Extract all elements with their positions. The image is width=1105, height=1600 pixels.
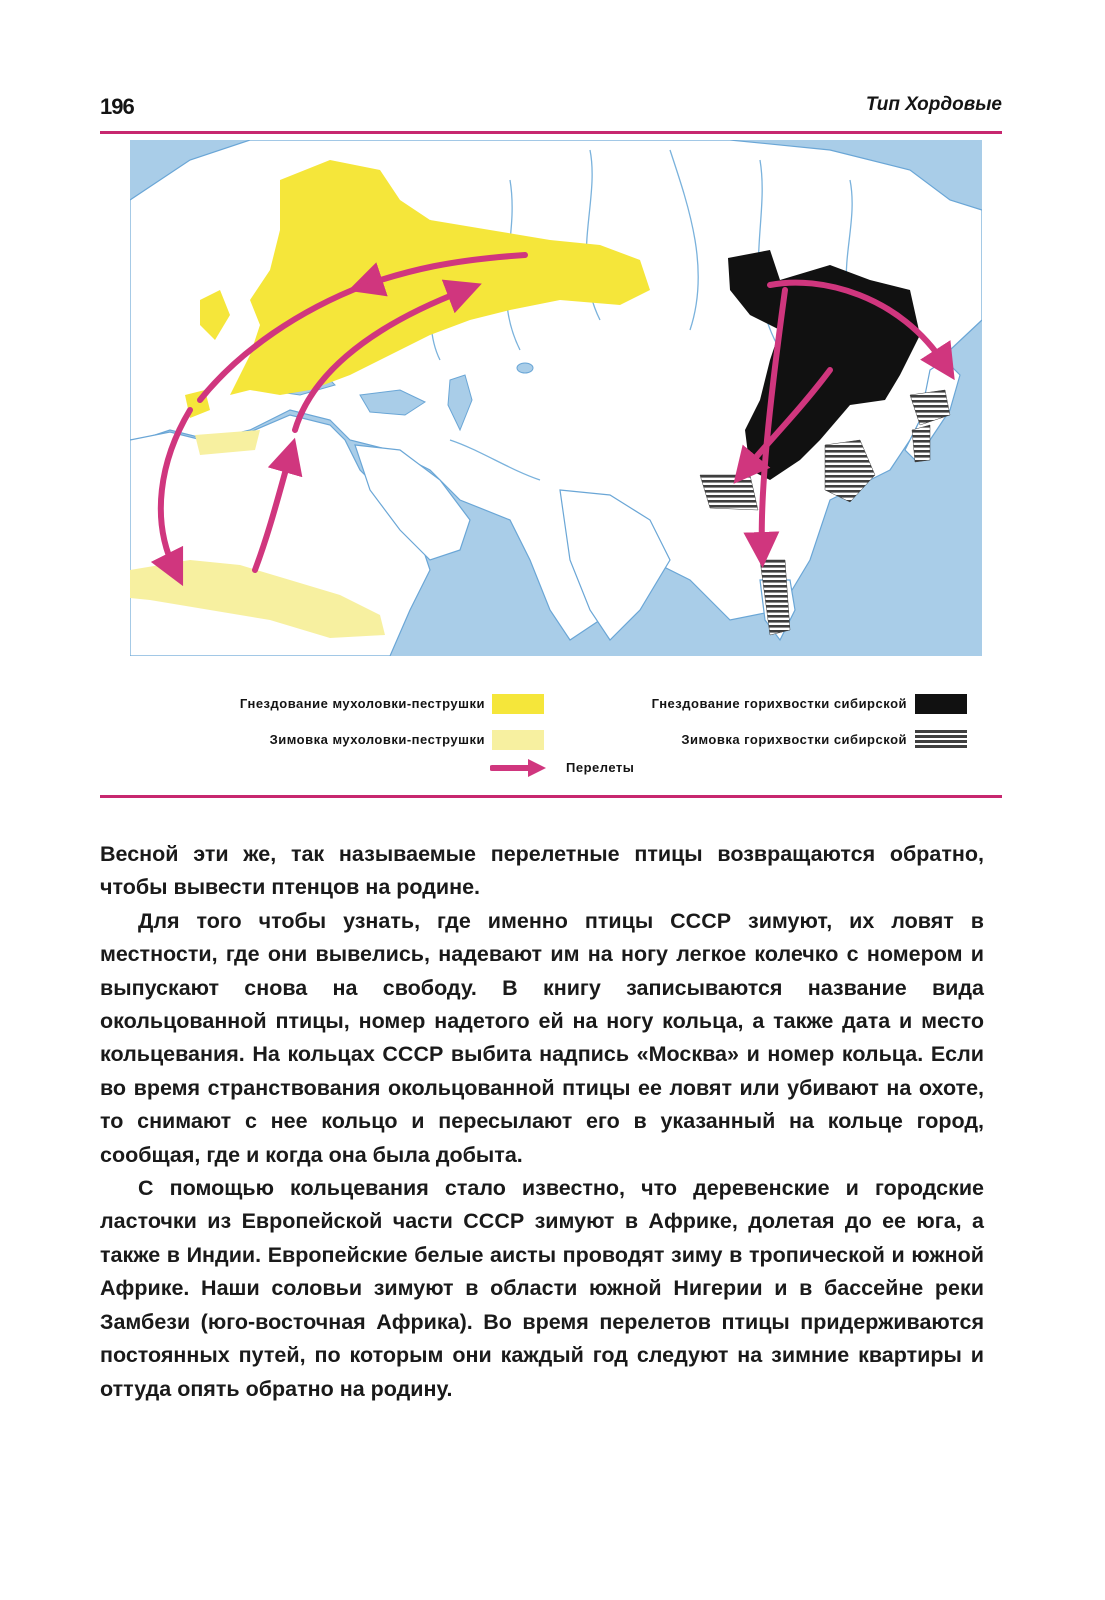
paragraph-3: С помощью кольцевания стало известно, что деревенские и городские ласточки из Европейской части СССР зимуют в Африке, долетая до ее юга, а также в Индии. Европейские белые аисты проводят зиму в тропической и южной Африке. Наши соловьи зимуют в области южной Нигерии и в бассейне реки Замбези (юго-восточная Африка). Во время перелетов птицы придерживаются постоянных путей, по которым они каждый год следуют на зимние квартиры и оттуда опять обратно на родину. [100,1176,984,1401]
legend-redstart-wintering-label: Зимовка горихвостки сибирской [681,732,907,747]
page-number: 196 [100,94,134,119]
paragraph-2: Для того чтобы узнать, где именно птицы СССР зимуют, их ловят в местности, где они вывелись, надевают им на ногу легкое колечко с номером и выпускают снова на свободу. В книгу записываются название вида окольцованной птицы, номер надетого ей на ногу кольца, а также дата и место кольцевания. На кольцах СССР выбита надпись «Москва» и номер кольца. Если во время странствования окольцованной птицы ее ловят или убивают на охоте, то снимают с нее кольцо и пересылают его в указанный на кольце город, сообщая, где и когда она была добыта. [100,908,984,1167]
legend-flycatcher-wintering-swatch [492,730,544,750]
legend-flycatcher-nesting-swatch [492,694,544,714]
legend-flights-label: Перелеты [566,760,635,775]
migration-map-icon [130,140,982,656]
legend-redstart-nesting-swatch [915,694,967,714]
legend-redstart-wintering-swatch [915,730,967,750]
legend-flycatcher-nesting-label: Гнездование мухоловки-пеструшки [239,696,485,711]
page-header [100,92,1002,132]
running-head: Тип Хордовые [865,94,1002,115]
body-text [100,838,984,1406]
legend-arrow-icon [490,756,550,780]
map-legend [100,690,1002,790]
figure-bottom-rule [100,795,1002,798]
paragraph-1: Весной эти же, так называемые перелетные птицы возвращаются обратно, чтобы вывести птенцов на родине. [100,842,984,900]
legend-redstart-nesting-label: Гнездование горихвостки сибирской [651,696,907,711]
header-rule [100,131,1002,134]
legend-flycatcher-wintering-label: Зимовка мухоловки-пеструшки [269,732,485,747]
